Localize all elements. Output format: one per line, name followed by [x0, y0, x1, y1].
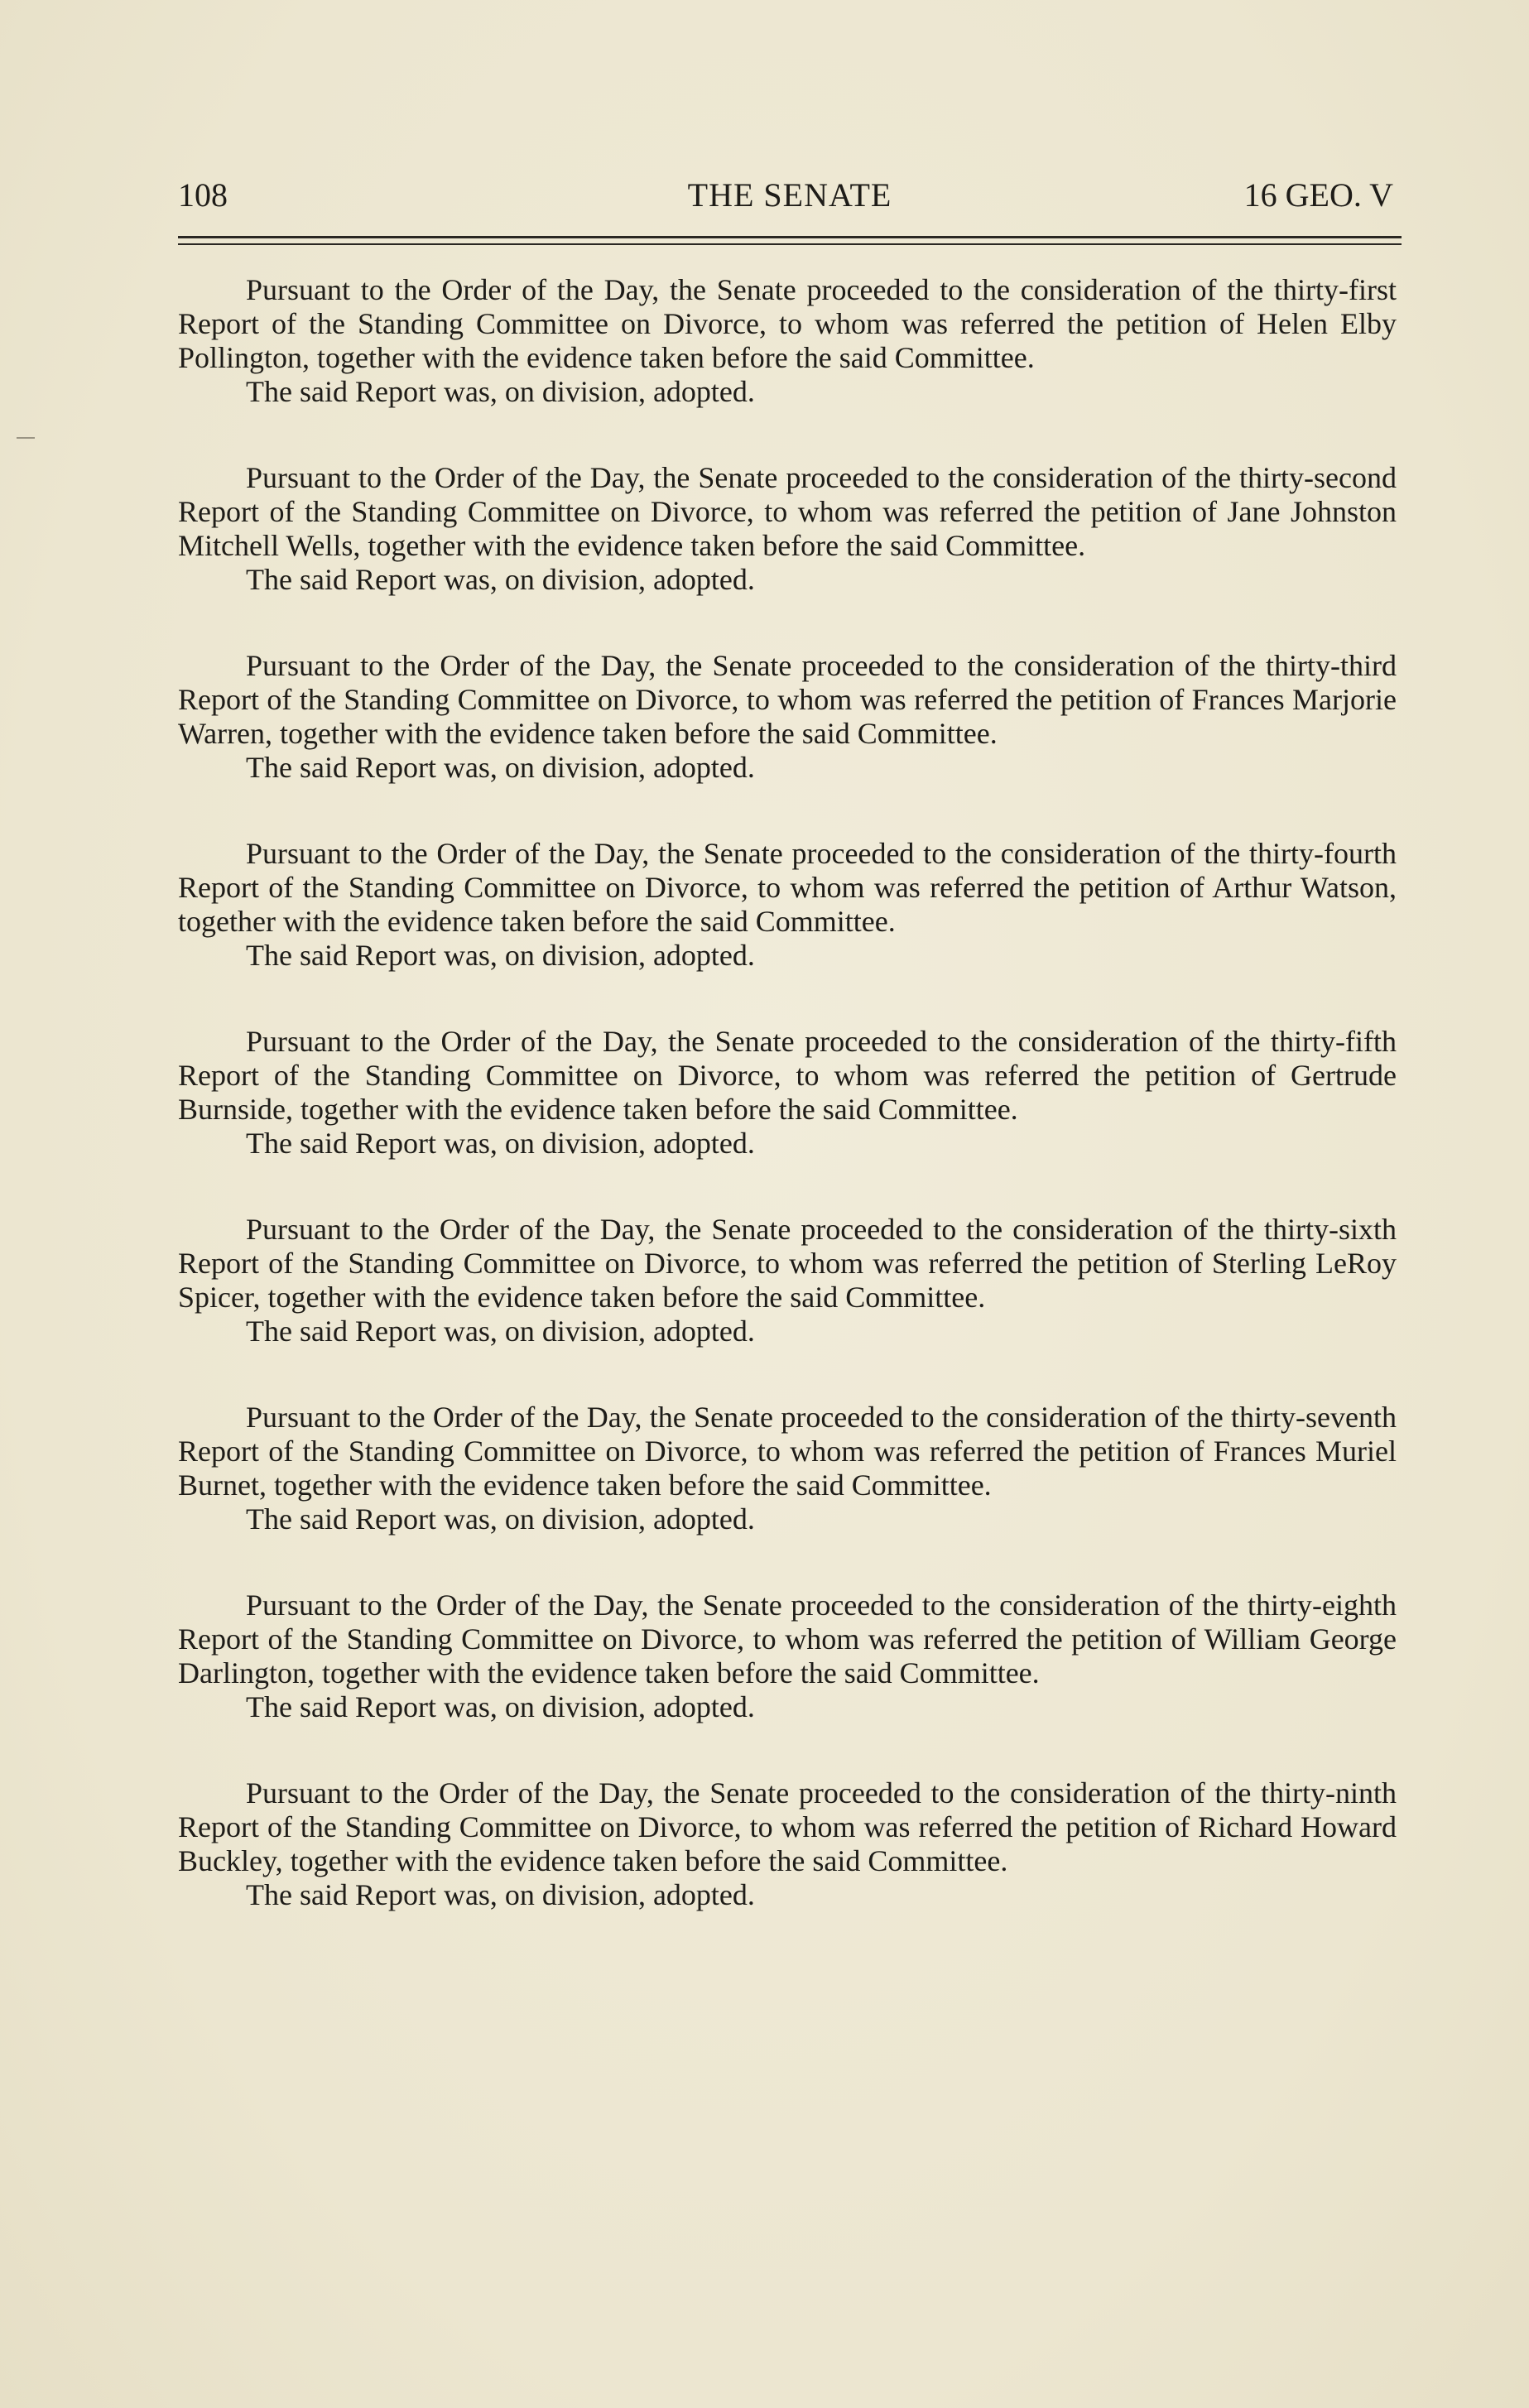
entry-motion: Pursuant to the Order of the Day, the Senate proceeded to the consideration of the thirty-ninth Report of the Standing Committee on Divorce, to whom was referred the petition of Richard Howard Buckley, together with the evidence taken before the said Committee.	[178, 1776, 1397, 1877]
regnal-year: 16 GEO. V	[1243, 176, 1393, 214]
running-title: THE SENATE	[687, 176, 892, 214]
entry-result: The said Report was, on division, adopted.	[246, 1315, 755, 1348]
entry-motion: Pursuant to the Order of the Day, the Senate proceeded to the consideration of the thirty-fifth Report of the Standing Committee on Divorce, to whom was referred the petition of Gertrude Burnside, together with the evidence taken before the said Committee.	[178, 1025, 1397, 1126]
journal-body	[178, 273, 1397, 1964]
entry-motion: Pursuant to the Order of the Day, the Senate proceeded to the consideration of the thirty-third Report of the Standing Committee on Divorce, to whom was referred the petition of Frances Marjorie Warren, together with the evidence taken before the said Committee.	[178, 649, 1397, 750]
page-number: 108	[178, 176, 228, 214]
journal-entry	[178, 1025, 1397, 1161]
entry-motion: Pursuant to the Order of the Day, the Senate proceeded to the consideration of the thirty-first Report of the Standing Committee on Divorce, to whom was referred the petition of Helen Elby Pollington, together with the evidence taken before the said Committee.	[178, 273, 1397, 374]
entry-result: The said Report was, on division, adopted.	[246, 1502, 755, 1536]
entry-result: The said Report was, on division, adopted.	[246, 751, 755, 784]
entry-motion: Pursuant to the Order of the Day, the Senate proceeded to the consideration of the thirty-second Report of the Standing Committee on Divorce, to whom was referred the petition of Jane Johnston Mitchell Wells, together with the evidence taken before the said Committee.	[178, 461, 1397, 562]
entry-motion: Pursuant to the Order of the Day, the Senate proceeded to the consideration of the thirty-seventh Report of the Standing Committee on Divorce, to whom was referred the petition of Frances Muriel Burnet, together with the evidence taken before the said Committee.	[178, 1401, 1397, 1502]
entry-result: The said Report was, on division, adopted.	[246, 563, 755, 596]
entry-motion: Pursuant to the Order of the Day, the Senate proceeded to the consideration of the thirty-fourth Report of the Standing Committee on Divorce, to whom was referred the petition of Arthur Watson, together with the evidence taken before the said Committee.	[178, 837, 1397, 938]
page-header	[178, 171, 1402, 220]
journal-entry	[178, 1589, 1397, 1724]
journal-entry	[178, 1401, 1397, 1536]
entry-result: The said Report was, on division, adopted.	[246, 1878, 755, 1911]
header-rule-top	[178, 236, 1402, 238]
journal-entry	[178, 461, 1397, 597]
entry-result: The said Report was, on division, adopted.	[246, 375, 755, 408]
entry-result: The said Report was, on division, adopted.	[246, 1690, 755, 1723]
journal-entry	[178, 837, 1397, 973]
entry-motion: Pursuant to the Order of the Day, the Senate proceeded to the consideration of the thirty-sixth Report of the Standing Committee on Divorce, to whom was referred the petition of Sterling LeRoy Spicer, together with the evidence taken before the said Committee.	[178, 1213, 1397, 1314]
header-rule-bottom	[178, 243, 1402, 245]
entry-result: The said Report was, on division, adopted.	[246, 1127, 755, 1160]
journal-entry	[178, 649, 1397, 785]
journal-entry	[178, 1213, 1397, 1348]
entry-motion: Pursuant to the Order of the Day, the Senate proceeded to the consideration of the thirty-eighth Report of the Standing Committee on Divorce, to whom was referred the petition of William George Darlington, together with the evidence taken before the said Committee.	[178, 1589, 1397, 1689]
journal-entry	[178, 273, 1397, 409]
journal-entry	[178, 1776, 1397, 1912]
margin-mark	[17, 437, 35, 439]
entry-result: The said Report was, on division, adopted.	[246, 939, 755, 972]
